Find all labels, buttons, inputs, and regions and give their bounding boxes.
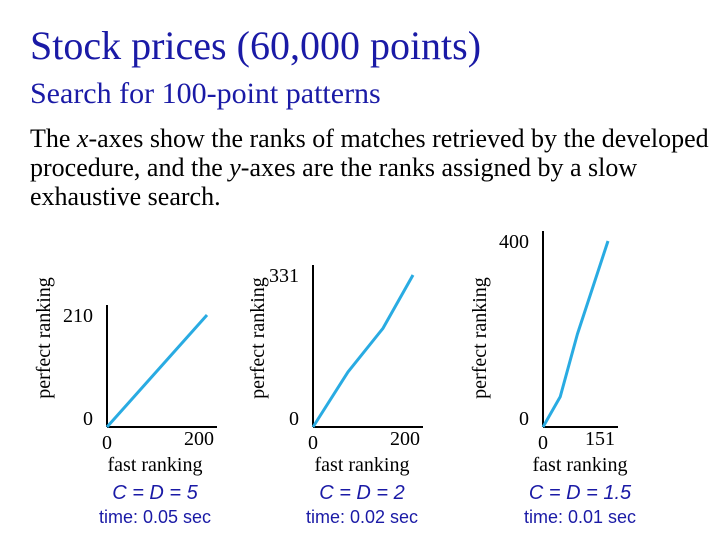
- desc-part-2: -axes show the ranks of matches retrieved by the developed procedure, and the: [30, 124, 709, 182]
- slide-title: Stock prices (60,000 points): [30, 23, 482, 68]
- chart1-y-label: perfect ranking: [33, 277, 55, 399]
- chart3-y-tick-max: 400: [499, 231, 529, 253]
- chart1-series-line: [107, 315, 207, 427]
- chart1-x-tick-max: 200: [184, 428, 214, 450]
- desc-part-3: -axes are the ranks assigned by a slow exhaustive search.: [30, 153, 638, 211]
- chart1-params: C = D = 5: [112, 482, 198, 504]
- slide-subtitle: Search for 100-point patterns: [30, 77, 381, 110]
- desc-part-1: The: [30, 124, 77, 153]
- chart3-x-tick-min: 0: [538, 432, 548, 454]
- chart3-caption: [500, 481, 660, 529]
- chart1-caption: [75, 481, 235, 529]
- chart2-y-tick-min: 0: [289, 408, 299, 430]
- chart2-x-label: fast ranking: [314, 454, 410, 476]
- chart1-x-tick-min: 0: [102, 432, 112, 454]
- chart3-x-label: fast ranking: [532, 454, 628, 476]
- chart1-y-tick-max: 210: [63, 305, 93, 327]
- chart3-time: time: 0.01 sec: [523, 507, 637, 527]
- chart2-y-tick-max: 331: [269, 265, 299, 287]
- desc-y-var: y: [229, 153, 241, 182]
- chart2-params: C = D = 2: [319, 482, 405, 504]
- chart3-y-label: perfect ranking: [469, 277, 491, 399]
- chart2-x-tick-min: 0: [308, 432, 318, 454]
- chart2-time: time: 0.02 sec: [305, 507, 419, 527]
- chart2-series-line: [313, 275, 413, 427]
- chart3-params: C = D = 1.5: [528, 482, 632, 504]
- chart3-y-tick-min: 0: [519, 408, 529, 430]
- desc-x-var: x: [76, 124, 89, 153]
- chart1-y-tick-min: 0: [83, 408, 93, 430]
- chart1-x-label: fast ranking: [107, 454, 203, 476]
- chart2-y-label: perfect ranking: [247, 277, 269, 399]
- chart2-x-tick-max: 200: [390, 428, 420, 450]
- chart3-x-tick-max: 151: [585, 428, 615, 450]
- chart3-series-line: [543, 241, 608, 427]
- chart1-time: time: 0.05 sec: [98, 507, 212, 527]
- chart2-caption: [282, 481, 442, 529]
